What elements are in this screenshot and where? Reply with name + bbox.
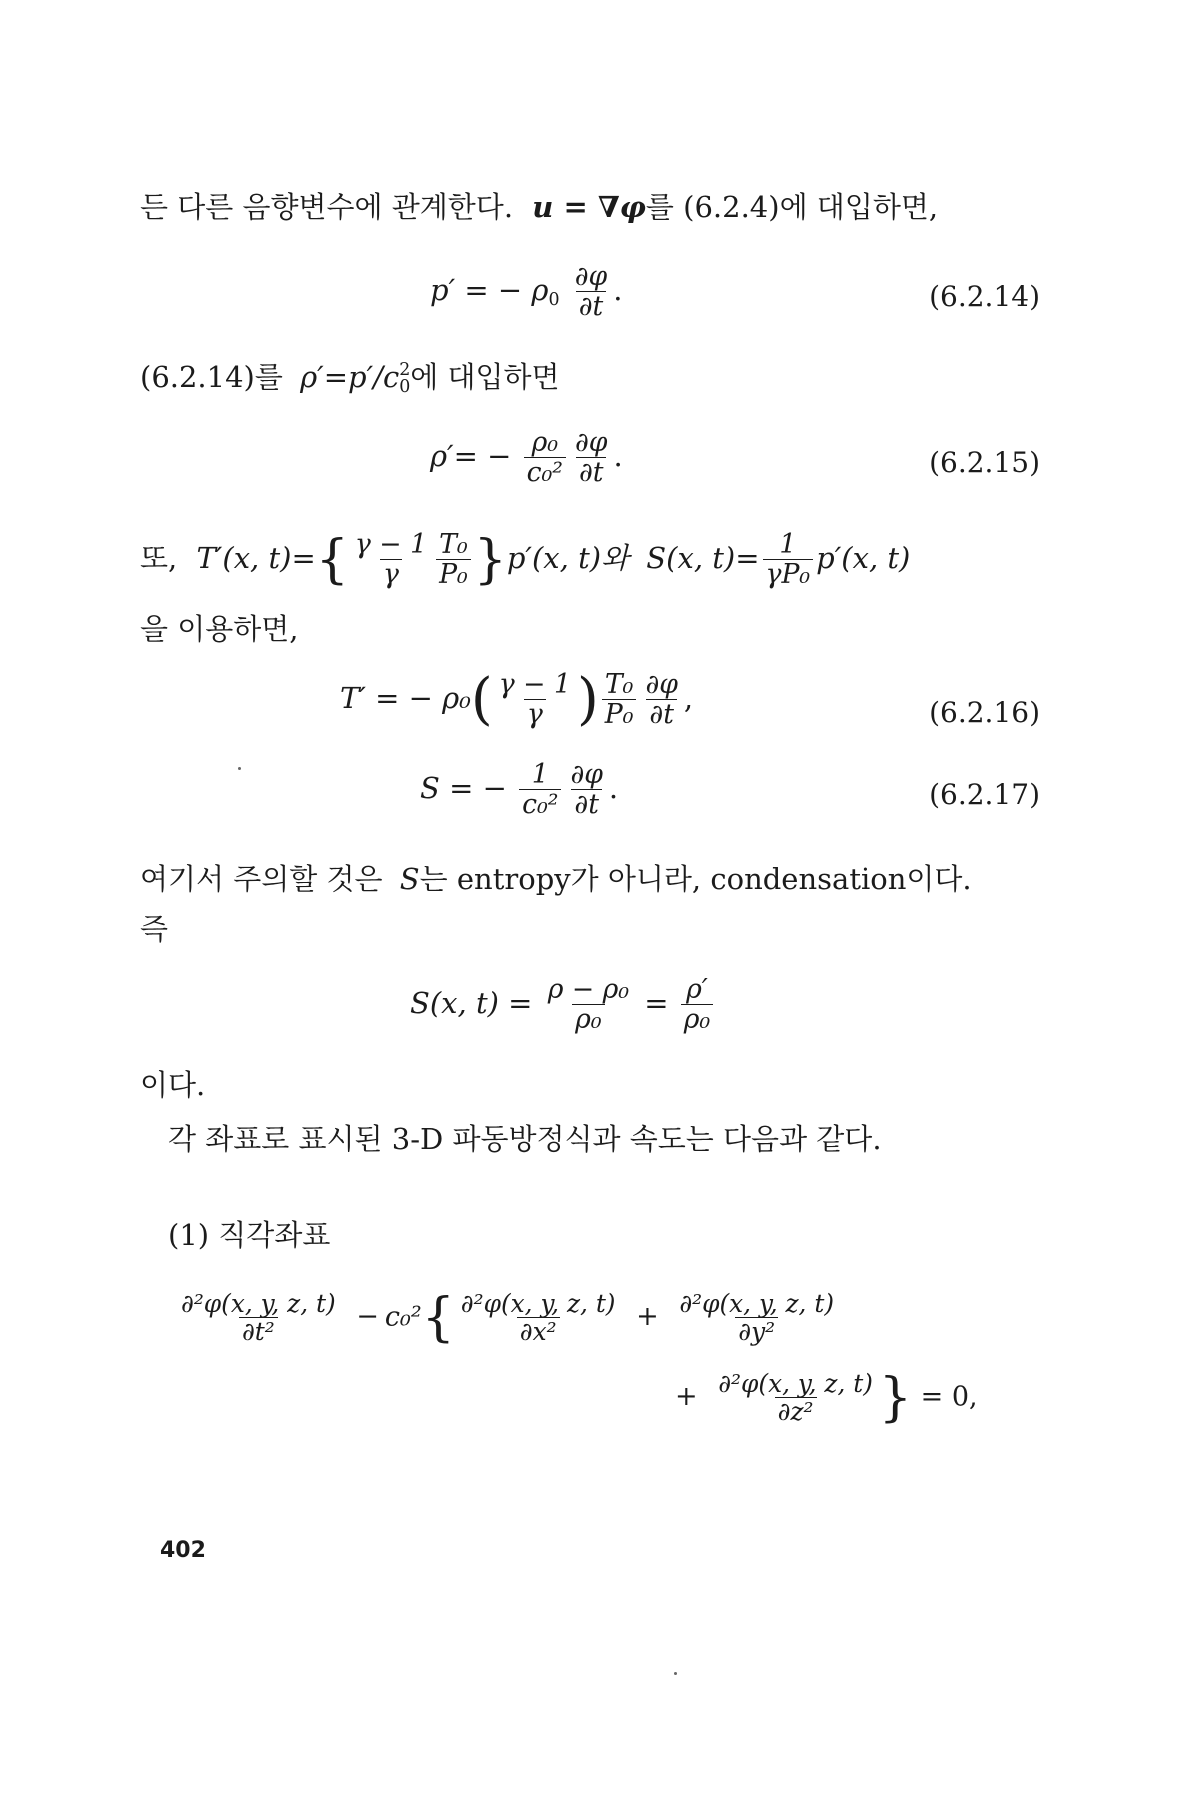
line2-expr: ρ′=p′/c xyxy=(300,360,400,394)
equation-label-6-2-14: (6.2.14) xyxy=(929,280,1040,313)
wave-z-num: ∂²φ(x, y, z, t) xyxy=(718,1369,873,1398)
eq16-den3: ∂t xyxy=(646,699,677,729)
cond-equals: = xyxy=(644,985,669,1020)
wave-x-num: ∂²φ(x, y, z, t) xyxy=(460,1289,616,1318)
eq15-num2: ∂φ xyxy=(575,427,608,458)
line3-frac1-den: γ xyxy=(380,559,402,589)
eq16-num3: ∂φ xyxy=(645,669,678,700)
cond-num2: ρ′ xyxy=(686,974,708,1005)
eq16-frac3 xyxy=(642,670,680,730)
eq17-num2: ∂φ xyxy=(570,759,603,790)
section-heading-cartesian: (1) 직각좌표 xyxy=(168,1218,331,1252)
line3-left-brace: { xyxy=(315,529,349,590)
line5-part-b: 는 entropy가 아니라, condensation이다. xyxy=(419,862,972,896)
text-line-5 xyxy=(140,862,972,897)
eq17-frac1 xyxy=(519,760,561,820)
line5-s-symbol: S xyxy=(399,862,420,896)
line2-suffix: 에 대입하면 xyxy=(410,360,560,394)
line3-right-brace: } xyxy=(473,529,507,590)
eq15-num1: ρ₀ xyxy=(531,427,559,458)
line2-supsub xyxy=(399,359,411,397)
eq15-lhs: ρ′= − xyxy=(430,438,512,473)
line3-frac2 xyxy=(436,530,471,590)
equation-label-6-2-15: (6.2.15) xyxy=(929,446,1040,479)
eq14-num: ∂φ xyxy=(574,261,608,292)
wave-minus: − xyxy=(356,1301,379,1333)
eq17-lhs: S = − xyxy=(420,770,507,805)
wave-equation-line-1 xyxy=(175,1287,840,1348)
cond-den1: ρ₀ xyxy=(572,1004,604,1034)
text-line-4: 을 이용하면, xyxy=(140,612,299,646)
line3-frac2-den: P₀ xyxy=(436,559,471,589)
eq16-num2: T₀ xyxy=(604,669,634,700)
eq16-den1: γ xyxy=(524,699,546,729)
wave-coef: c₀² xyxy=(384,1301,422,1333)
scan-speck xyxy=(238,767,241,770)
wave-term-x xyxy=(458,1290,619,1346)
line3-frac1 xyxy=(352,530,430,590)
eq14-sub: 0 xyxy=(548,290,560,311)
eq14-lhs: p′ = − ρ xyxy=(430,272,549,307)
equation-6-2-16 xyxy=(340,666,694,732)
cond-frac1 xyxy=(545,975,632,1035)
text-line-6: 즉 xyxy=(140,912,169,946)
cond-lhs: S(x, t) = xyxy=(410,985,533,1020)
eq14-den: ∂t xyxy=(576,291,607,321)
eq16-lhs: T′ = − ρ₀ xyxy=(340,680,471,715)
wave-plus-1: + xyxy=(636,1301,659,1333)
line3-prefix: 또, xyxy=(140,540,178,575)
equation-6-2-17 xyxy=(420,760,618,820)
line3-t-rhs: p′(x, t)와 xyxy=(506,540,630,575)
page-number: 402 xyxy=(160,1538,206,1563)
scan-speck xyxy=(674,1672,677,1675)
wave-right-brace: } xyxy=(878,1367,913,1428)
equation-condensation xyxy=(410,975,716,1035)
eq16-left-paren: ( xyxy=(470,666,493,732)
eq17-tail: . xyxy=(608,770,619,805)
text-line-8: 각 좌표로 표시된 3-D 파동방정식과 속도는 다음과 같다. xyxy=(168,1122,882,1156)
wave-term-z xyxy=(715,1370,876,1426)
line2-sup: 2 xyxy=(399,359,411,380)
cond-frac2 xyxy=(681,975,713,1035)
equation-label-6-2-16: (6.2.16) xyxy=(929,696,1040,729)
text-line-3 xyxy=(140,530,910,590)
equation-label-6-2-17: (6.2.17) xyxy=(929,778,1040,811)
eq15-frac1 xyxy=(524,428,566,488)
eq14-tail: . xyxy=(613,272,623,307)
eq15-frac2 xyxy=(572,428,610,488)
wave-plus-2: + xyxy=(675,1381,698,1413)
wave-rhs: = 0, xyxy=(920,1381,978,1413)
eq16-num1: γ − 1 xyxy=(498,669,571,700)
wave-z-den: ∂z² xyxy=(775,1397,817,1425)
text-line-7: 이다. xyxy=(140,1068,206,1102)
wave-y-den: ∂y² xyxy=(735,1317,778,1345)
eq16-right-paren: ) xyxy=(576,666,599,732)
equation-6-2-14 xyxy=(430,262,622,322)
line3-t-lhs: T′(x, t)= xyxy=(196,540,316,575)
eq15-tail: . xyxy=(613,438,623,473)
line2-prefix: (6.2.14)를 xyxy=(140,360,283,394)
line3-s-lhs: S(x, t)= xyxy=(646,540,760,575)
eq17-den1: c₀² xyxy=(519,789,561,819)
text-line-2 xyxy=(140,360,560,396)
line3-frac2-num: T₀ xyxy=(439,529,468,560)
eq16-den2: P₀ xyxy=(602,699,637,729)
wave-term-y xyxy=(676,1290,837,1346)
wave-t-num: ∂²φ(x, y, z, t) xyxy=(181,1289,336,1318)
wave-left-brace: { xyxy=(421,1287,455,1348)
eq17-den2: ∂t xyxy=(571,789,602,819)
line3-frac3-den: γP₀ xyxy=(763,559,814,589)
cond-num1: ρ − ρ₀ xyxy=(547,974,630,1005)
line3-s-rhs: p′(x, t) xyxy=(816,540,911,575)
eq16-frac2 xyxy=(602,670,637,730)
text-line-1 xyxy=(140,190,938,225)
eq17-num1: 1 xyxy=(531,759,549,790)
eq16-tail: , xyxy=(683,680,694,715)
eq16-frac1 xyxy=(496,670,574,730)
wave-t-den: ∂t² xyxy=(239,1317,278,1345)
wave-term-t xyxy=(178,1290,339,1346)
wave-y-num: ∂²φ(x, y, z, t) xyxy=(679,1289,835,1318)
cond-den2: ρ₀ xyxy=(681,1004,713,1034)
eq15-den2: ∂t xyxy=(576,457,607,487)
eq15-den1: c₀² xyxy=(524,457,566,487)
line3-frac1-num: γ − 1 xyxy=(354,529,428,560)
line1-mid: 를 (6.2.4)에 대입하면, xyxy=(645,190,939,224)
eq14-fraction xyxy=(572,262,610,322)
line1-prefix: 든 다른 음향변수에 관계한다. xyxy=(140,190,514,224)
line5-part-a: 여기서 주의할 것은 xyxy=(140,862,383,896)
wave-x-den: ∂x² xyxy=(517,1317,560,1345)
equation-6-2-15 xyxy=(430,428,623,488)
line3-frac3 xyxy=(763,530,814,590)
line2-sub: 0 xyxy=(399,377,411,397)
eq17-frac2 xyxy=(567,760,605,820)
line1-equation: u = ∇φ xyxy=(532,190,646,224)
line3-frac3-num: 1 xyxy=(779,529,797,560)
wave-equation-line-2 xyxy=(675,1367,978,1428)
